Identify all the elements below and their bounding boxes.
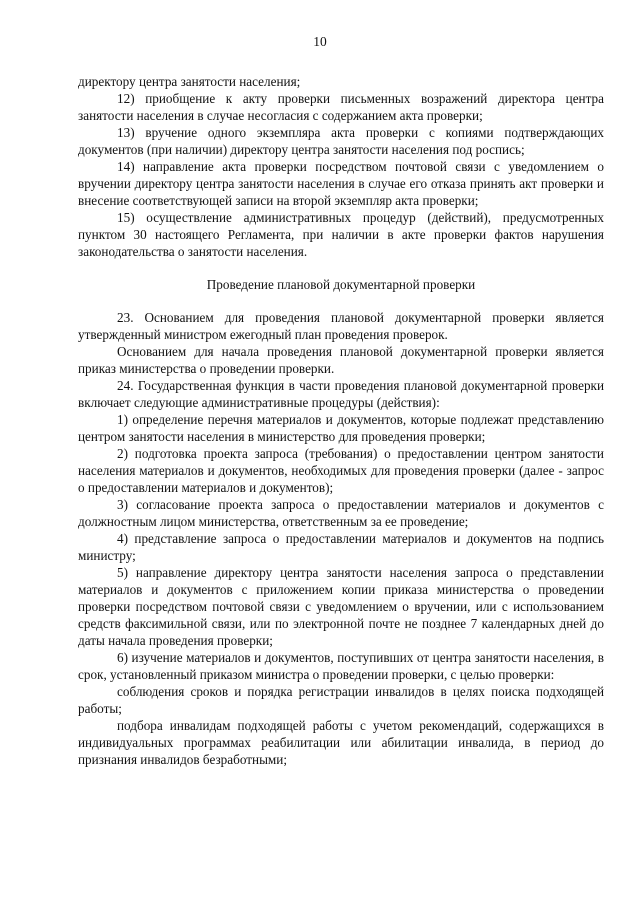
paragraph: 5) направление директору центра занятости населения запроса о представлении материалов и документов с приложением копии приказа министерства о проведении проверки посредством почтовой связи с уведомлением о вручении, или с использованием средств факсимильной связи, или по электронной почте не позднее 7 календарных дней до даты начала проведения проверки; bbox=[78, 565, 604, 648]
paragraph: 14) направление акта проверки посредством почтовой связи с уведомлением о вручении директору центра занятости населения в случае его отказа принять акт проверки и внесение соответствующей записи на второй экземпляр акта проверки; bbox=[78, 159, 604, 208]
paragraph: 6) изучение материалов и документов, поступивших от центра занятости населения, в срок, установленный приказом министра о проведении проверки, с целью проверки: bbox=[78, 650, 604, 682]
paragraph: 1) определение перечня материалов и документов, которые подлежат представлению центром занятости населения в министерство для проведения проверки; bbox=[78, 412, 604, 444]
paragraph: Основанием для начала проведения плановой документарной проверки является приказ министерства о проведении проверки. bbox=[78, 344, 604, 376]
paragraph: 23. Основанием для проведения плановой документарной проверки является утвержденный министром ежегодный план проведения проверок. bbox=[78, 310, 604, 342]
document-body bbox=[78, 73, 604, 768]
paragraph: 4) представление запроса о предоставлении материалов и документов на подпись министру; bbox=[78, 531, 604, 563]
paragraph: подбора инвалидам подходящей работы с учетом рекомендаций, содержащихся в индивидуальных программах реабилитации или абилитации инвалида, в период до признания инвалидов безработными; bbox=[78, 718, 604, 767]
paragraph: 2) подготовка проекта запроса (требования) о предоставлении центром занятости населения материалов и документов, необходимых для проведения проверки (далее - запрос о предоставлении материалов и документов); bbox=[78, 446, 604, 495]
paragraph: 13) вручение одного экземпляра акта проверки с копиями подтверждающих документов (при наличии) директору центра занятости населения под роспись; bbox=[78, 125, 604, 157]
paragraph: директору центра занятости населения; bbox=[78, 74, 301, 89]
paragraph: соблюдения сроков и порядка регистрации инвалидов в целях поиска подходящей работы; bbox=[78, 684, 604, 716]
paragraph: 12) приобщение к акту проверки письменных возражений директора центра занятости населения в случае несогласия с содержанием акта проверки; bbox=[78, 91, 604, 123]
paragraph: 3) согласование проекта запроса о предоставлении материалов и документов с должностным лицом министерства, ответственным за ее проведение; bbox=[78, 497, 604, 529]
page-number: 10 bbox=[313, 34, 327, 49]
section-heading: Проведение плановой документарной проверки bbox=[206, 277, 476, 292]
paragraph: 15) осуществление административных процедур (действий), предусмотренных пунктом 30 настоящего Регламента, при наличии в акте проверки фактов нарушения законодательства о занятости населения. bbox=[78, 210, 604, 259]
paragraph: 24. Государственная функция в части проведения плановой документарной проверки включает следующие административные процедуры (действия): bbox=[78, 378, 604, 410]
